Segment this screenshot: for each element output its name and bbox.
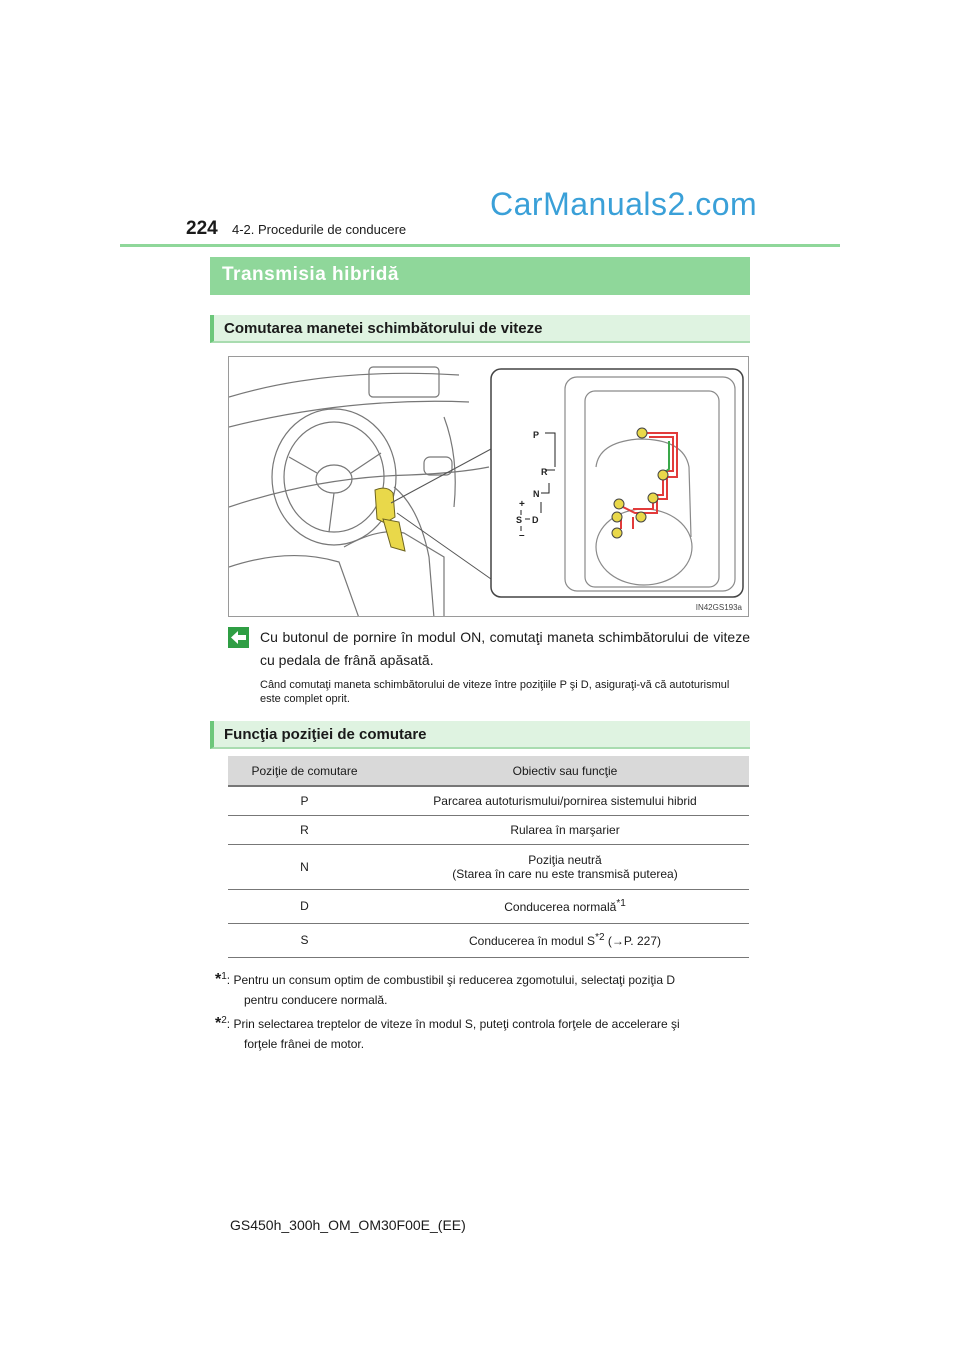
table-row: [228, 815, 749, 844]
left-arrow-icon: [228, 627, 249, 648]
footnote-text-continued: pentru conducere normală.: [244, 993, 388, 1007]
gate-label-p: P: [533, 430, 540, 440]
table-row: [228, 923, 749, 957]
header-rule: [120, 244, 840, 247]
subsection-heading-text: Funcţia poziţiei de comutare: [224, 726, 427, 743]
footnote-number: 1: [221, 971, 227, 982]
inset-panel: [491, 369, 743, 597]
watermark: CarManuals2.com: [490, 186, 758, 222]
table-row: [228, 844, 749, 889]
gate-label-s: S: [516, 515, 523, 525]
gate-label-r: R: [541, 467, 548, 477]
note-text: Când comutaţi maneta schimbătorului de viteze între poziţiile P şi D, asiguraţi-vă că autoturismul este complet oprit.: [260, 679, 730, 705]
cell-function: Parcarea autoturismului/pornirea sistemului hibrid: [381, 786, 749, 815]
section-title: Transmisia hibridă: [222, 264, 399, 285]
page-reference: (→P. 227): [604, 934, 661, 948]
cell-function: [381, 889, 749, 923]
gate-label-plus: +: [519, 499, 525, 510]
subsection-heading-function: [210, 721, 750, 749]
cell-position: P: [228, 786, 381, 815]
gate-label-n: N: [533, 489, 540, 499]
cell-position: D: [228, 889, 381, 923]
figure-code: IN42GS193a: [695, 603, 742, 612]
cell-function-text: Conducerea normală: [504, 900, 617, 914]
cell-position: S: [228, 923, 381, 957]
cell-function-text: Conducerea în modul S: [468, 934, 596, 948]
callout-lines: [391, 449, 491, 579]
shift-lever-illustration: [228, 356, 749, 617]
footnote-number: 2: [221, 1015, 227, 1026]
document-code: GS450h_300h_OM_OM30F00E_(EE): [230, 1217, 466, 1233]
shift-position-table: [228, 756, 749, 958]
cell-position: N: [228, 844, 381, 889]
footnote-text: : Pentru un consum optim de combustibil şi reducerea zgomotului, selectaţi poziţia D: [226, 973, 676, 987]
footnote-ref: *2: [595, 932, 605, 943]
footnote-text: : Prin selectarea treptelor de viteze în modul S, puteţi controla forţele de accelerare şi: [226, 1017, 680, 1031]
footnote-mark: *: [215, 971, 222, 988]
gate-label-d: D: [532, 515, 539, 525]
footnote-ref: *1: [616, 898, 626, 909]
page-number: 224: [186, 218, 218, 239]
subsection-heading-shift: [210, 315, 750, 343]
cell-position: R: [228, 815, 381, 844]
footnote-text-continued: forţele frânei de motor.: [244, 1037, 365, 1051]
cell-function: [381, 844, 749, 889]
cell-function-line: Poziţia neutră: [528, 852, 602, 867]
cell-function: [381, 923, 749, 957]
section-title-bar: [210, 257, 750, 295]
column-header-position: Poziţie de comutare: [228, 756, 381, 786]
illustration-svg: [229, 357, 749, 617]
cell-function-line: (Starea în care nu este transmisă puterea): [452, 866, 678, 881]
cell-function: Rularea în marşarier: [381, 815, 749, 844]
column-header-function: Obiectiv sau funcţie: [381, 756, 749, 786]
chapter-title: 4-2. Procedurile de conducere: [232, 222, 407, 237]
table-header-row: [228, 756, 749, 786]
subsection-heading-text: Comutarea manetei schimbătorului de viteze: [224, 320, 543, 337]
footnote-2: [215, 1011, 750, 1054]
footnote-mark: *: [215, 1015, 222, 1032]
cabin-drawing: [229, 367, 489, 617]
gate-label-minus: –: [519, 530, 525, 541]
shift-boot-highlight: [383, 519, 405, 551]
table-row: [228, 889, 749, 923]
table-row: [228, 786, 749, 815]
footnote-1: [215, 967, 750, 1010]
shift-knob-highlight: [375, 488, 395, 523]
instruction-text: Cu butonul de pornire în modul ON, comutaţi maneta schimbătorului de viteze cu pedala de frână apăsată.: [260, 629, 750, 668]
